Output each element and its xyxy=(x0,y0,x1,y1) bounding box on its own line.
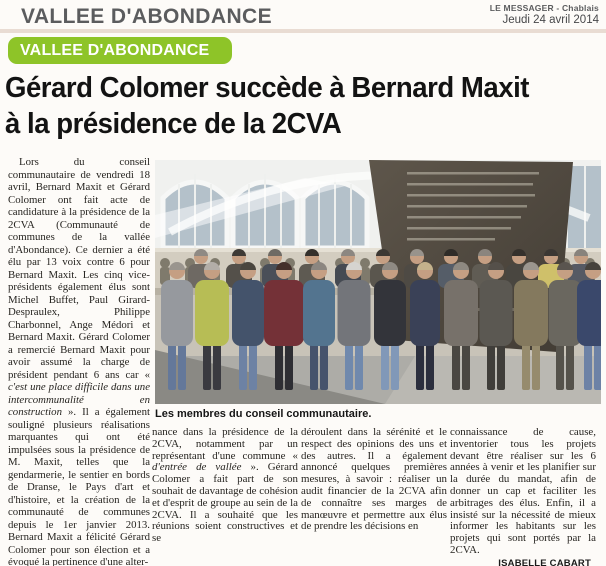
headline xyxy=(5,70,606,142)
article-column-3: déroulent dans la sérénité et le respect des opinions des uns et des autres. Il a également annoncé quelques premières mesures, à savoir : réaliser un audit financier de la 2CVA afin de connaître ses marges de manœuvre et permettre aux élus de prendre les décisions en xyxy=(301,426,447,533)
article-column-1 xyxy=(8,156,150,566)
article-column-2 xyxy=(152,427,298,566)
column-2-text: nance dans la présidence de la 2CVA, notamment par un représentant d'une commune « xyxy=(152,426,298,462)
inline-quote: d'entrée de vallée xyxy=(152,461,242,474)
masthead xyxy=(490,3,599,26)
photo-caption: Les membres du conseil communautaire. xyxy=(155,408,372,420)
column-1-text: Lors du conseil communautaire de vendredi 18 avril, Bernard Maxit et Gérard Colomer ont fait acte de candidature à la présidence de la 2CVA (Communauté de communes de la vallée d'Abondance). Ce dernier a été élu par 13 voix contre 6 pour Bernard Maxit. Les cinq vice-présidents également élus sont Michel Buffet, Paul Girard-Despraulex, Philippe Charbonnel, Ange Médori et Bernard Maxit. Gérard Colomer a remercié Bernard Maxit pour avoir assumé la charge de président pendant 6 ans car « xyxy=(8,156,150,381)
column-4-text: connaissance de cause, inventorier tous les projets devant être réaliser sur les 6 années à venir et les planifier sur la durée du mandat, afin de donner un cap et faciliter les arbitrages des élus. Enfin, il a insisté sur la nécessité de mieux informer les habitants sur les projets qui sont portés par la 2CVA. xyxy=(450,426,596,556)
article-photo xyxy=(155,160,601,404)
divider-rule xyxy=(0,29,606,33)
kicker-badge xyxy=(8,37,232,64)
headline-line-1: Gérard Colomer succède à Bernard Maxit xyxy=(5,72,529,104)
column-2-text-rest: ». Gérard Colomer a fait part de son souhait de davantage de cohésion et d'esprit de groupe au sein de la 2CVA. Il a souhaité que les réunions soient constructives et se xyxy=(152,461,298,545)
paper-name: LE MESSAGER - Chablais xyxy=(489,3,599,13)
kicker-label: VALLEE D'ABONDANCE xyxy=(20,42,210,59)
group-photo-illustration xyxy=(155,160,601,404)
section-header: VALLEE D'ABONDANCE xyxy=(21,5,272,28)
byline: ISABELLE CABART xyxy=(498,557,591,566)
column-1-text-rest: ». Il a également souligné plusieurs réalisations marquantes qui ont été impulsées sous la présidence de M. Maxit, telles que la gendarmerie, le sentier en bords de Dranse, le Pays d'art et d'histoire, et la création de la communauté de communes depuis le 1er janvier 2013. Bernard Maxit a félicité Gérard Colomer pour son élection et a évoqué la pertinence d'une alter- xyxy=(8,406,150,566)
inline-quote: c'est une place difficile dans une intercommunalité en construction xyxy=(8,381,150,418)
headline-line-2: à la présidence de la 2CVA xyxy=(5,108,342,140)
issue-date: Jeudi 24 avril 2014 xyxy=(502,14,599,26)
article-column-4 xyxy=(450,427,596,566)
